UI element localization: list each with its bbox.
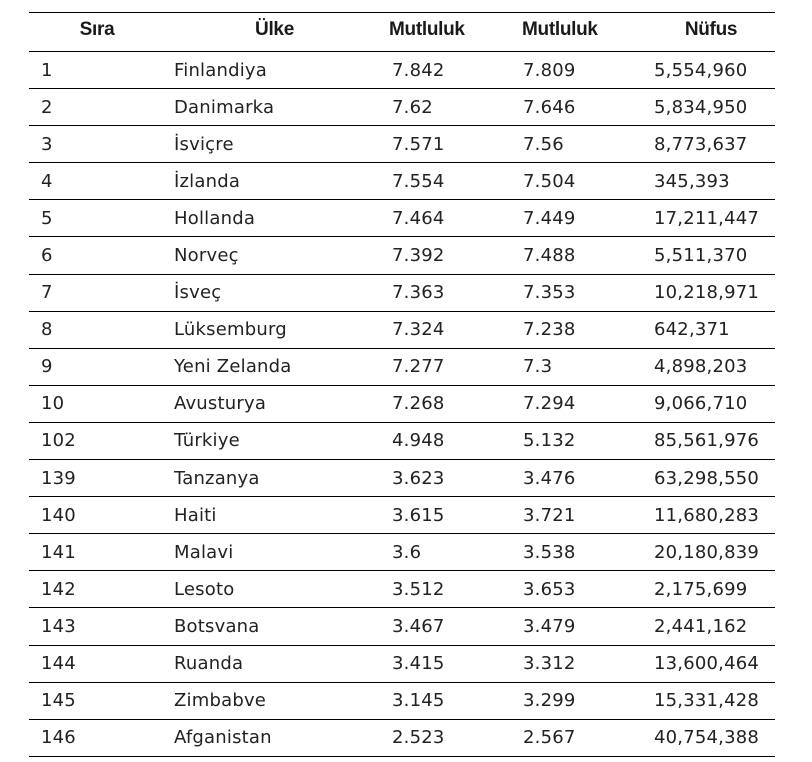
header-row bbox=[29, 13, 775, 52]
table-row bbox=[29, 460, 775, 497]
cell-population: 13,600,464 bbox=[654, 653, 760, 675]
table-row bbox=[29, 126, 775, 163]
table-row bbox=[29, 571, 775, 608]
cell-population: 2,441,162 bbox=[654, 615, 748, 637]
table-row bbox=[29, 311, 775, 348]
cell-population: 11,680,283 bbox=[654, 504, 760, 526]
cell-happiness-1: 7.842 bbox=[392, 59, 445, 81]
cell-happiness-1: 7.554 bbox=[392, 170, 445, 192]
cell-happiness-2: 3.476 bbox=[523, 467, 576, 489]
table-row bbox=[29, 89, 775, 126]
cell-happiness-2: 3.299 bbox=[523, 690, 576, 712]
cell-happiness-2: 7.488 bbox=[523, 245, 576, 267]
cell-population: 8,773,637 bbox=[654, 133, 748, 155]
cell-happiness-1: 3.615 bbox=[392, 504, 445, 526]
header-happiness-2: Mutluluk bbox=[522, 19, 598, 40]
cell-rank: 3 bbox=[41, 133, 53, 155]
cell-country: Lesoto bbox=[174, 578, 235, 600]
header-rank: Sıra bbox=[79, 19, 115, 40]
cell-happiness-1: 3.145 bbox=[392, 690, 445, 712]
cell-country: Norveç bbox=[174, 245, 239, 267]
cell-country: Botsvana bbox=[174, 615, 260, 637]
cell-population: 9,066,710 bbox=[654, 393, 748, 415]
table-row bbox=[29, 348, 775, 385]
cell-country: Yeni Zelanda bbox=[174, 356, 292, 378]
cell-happiness-1: 7.277 bbox=[392, 356, 445, 378]
cell-happiness-2: 3.721 bbox=[523, 504, 576, 526]
cell-happiness-2: 7.353 bbox=[523, 282, 576, 304]
cell-happiness-2: 7.3 bbox=[523, 356, 553, 378]
cell-happiness-1: 7.571 bbox=[392, 133, 445, 155]
cell-rank: 5 bbox=[41, 207, 53, 229]
cell-rank: 141 bbox=[41, 541, 76, 563]
cell-population: 85,561,976 bbox=[654, 430, 760, 452]
cell-rank: 2 bbox=[41, 96, 53, 118]
cell-country: Avusturya bbox=[174, 393, 267, 415]
table-row bbox=[29, 645, 775, 682]
cell-country: Haiti bbox=[174, 504, 217, 526]
cell-population: 345,393 bbox=[654, 170, 730, 192]
cell-happiness-2: 7.449 bbox=[523, 207, 576, 229]
cell-country: Malavi bbox=[174, 541, 234, 563]
cell-happiness-1: 7.392 bbox=[392, 245, 445, 267]
table-row bbox=[29, 608, 775, 645]
cell-happiness-1: 7.363 bbox=[392, 282, 445, 304]
cell-rank: 145 bbox=[41, 690, 76, 712]
table-row bbox=[29, 422, 775, 459]
cell-country: Finlandiya bbox=[174, 59, 268, 81]
cell-population: 2,175,699 bbox=[654, 578, 748, 600]
cell-rank: 139 bbox=[41, 467, 76, 489]
table-row bbox=[29, 237, 775, 274]
cell-rank: 142 bbox=[41, 578, 76, 600]
cell-happiness-1: 7.62 bbox=[392, 96, 433, 118]
cell-rank: 144 bbox=[41, 653, 76, 675]
table-row bbox=[29, 385, 775, 422]
cell-rank: 146 bbox=[41, 727, 76, 749]
cell-country: Lüksemburg bbox=[174, 319, 287, 341]
header-population: Nüfus bbox=[684, 19, 738, 40]
cell-country: Tanzanya bbox=[174, 467, 260, 489]
happiness-table-container bbox=[29, 12, 775, 757]
cell-population: 63,298,550 bbox=[654, 467, 760, 489]
cell-rank: 102 bbox=[41, 430, 76, 452]
cell-country: Afganistan bbox=[174, 727, 272, 749]
cell-happiness-1: 7.464 bbox=[392, 207, 445, 229]
cell-happiness-2: 7.56 bbox=[523, 133, 564, 155]
cell-happiness-2: 7.646 bbox=[523, 96, 576, 118]
cell-rank: 6 bbox=[41, 245, 53, 267]
table-row bbox=[29, 534, 775, 571]
cell-happiness-2: 7.809 bbox=[523, 59, 576, 81]
cell-happiness-1: 3.6 bbox=[392, 541, 422, 563]
cell-happiness-1: 4.948 bbox=[392, 430, 445, 452]
table-header bbox=[29, 13, 775, 52]
cell-rank: 8 bbox=[41, 319, 53, 341]
cell-happiness-2: 2.567 bbox=[523, 727, 576, 749]
cell-rank: 9 bbox=[41, 356, 53, 378]
cell-country: Ruanda bbox=[174, 653, 244, 675]
table-row bbox=[29, 163, 775, 200]
cell-population: 642,371 bbox=[654, 319, 730, 341]
cell-rank: 4 bbox=[41, 170, 53, 192]
cell-population: 15,331,428 bbox=[654, 690, 760, 712]
cell-population: 10,218,971 bbox=[654, 282, 760, 304]
cell-happiness-2: 3.312 bbox=[523, 653, 576, 675]
cell-happiness-2: 5.132 bbox=[523, 430, 576, 452]
cell-happiness-1: 3.623 bbox=[392, 467, 445, 489]
cell-country: Hollanda bbox=[174, 207, 256, 229]
cell-country: Türkiye bbox=[174, 430, 240, 452]
table-row bbox=[29, 52, 775, 89]
cell-happiness-1: 7.268 bbox=[392, 393, 445, 415]
table-row bbox=[29, 497, 775, 534]
cell-population: 4,898,203 bbox=[654, 356, 748, 378]
cell-happiness-1: 3.415 bbox=[392, 653, 445, 675]
table-row bbox=[29, 682, 775, 719]
cell-happiness-1: 3.512 bbox=[392, 578, 445, 600]
table-row bbox=[29, 274, 775, 311]
cell-population: 40,754,388 bbox=[654, 727, 760, 749]
cell-population: 5,511,370 bbox=[654, 245, 748, 267]
cell-rank: 10 bbox=[41, 393, 65, 415]
happiness-ranking-table bbox=[29, 12, 775, 757]
cell-population: 5,834,950 bbox=[654, 96, 748, 118]
cell-happiness-1: 7.324 bbox=[392, 319, 445, 341]
cell-rank: 1 bbox=[41, 59, 53, 81]
table-row bbox=[29, 719, 775, 756]
cell-rank: 7 bbox=[41, 282, 53, 304]
cell-country: Danimarka bbox=[174, 96, 275, 118]
header-country: Ülke bbox=[255, 19, 294, 40]
cell-happiness-2: 7.238 bbox=[523, 319, 576, 341]
cell-rank: 140 bbox=[41, 504, 76, 526]
table-row bbox=[29, 200, 775, 237]
cell-country: Zimbabve bbox=[174, 690, 267, 712]
cell-happiness-2: 3.538 bbox=[523, 541, 576, 563]
cell-country: İsveç bbox=[174, 282, 222, 304]
cell-happiness-1: 3.467 bbox=[392, 615, 445, 637]
table-body bbox=[29, 52, 775, 757]
header-happiness-1: Mutluluk bbox=[389, 19, 465, 40]
cell-country: İzlanda bbox=[174, 170, 241, 192]
cell-population: 5,554,960 bbox=[654, 59, 748, 81]
cell-population: 17,211,447 bbox=[654, 207, 760, 229]
cell-population: 20,180,839 bbox=[654, 541, 760, 563]
cell-happiness-2: 7.294 bbox=[523, 393, 576, 415]
cell-country: İsviçre bbox=[174, 133, 234, 155]
cell-happiness-2: 3.479 bbox=[523, 615, 576, 637]
cell-happiness-1: 2.523 bbox=[392, 727, 445, 749]
cell-happiness-2: 3.653 bbox=[523, 578, 576, 600]
cell-rank: 143 bbox=[41, 615, 76, 637]
cell-happiness-2: 7.504 bbox=[523, 170, 576, 192]
